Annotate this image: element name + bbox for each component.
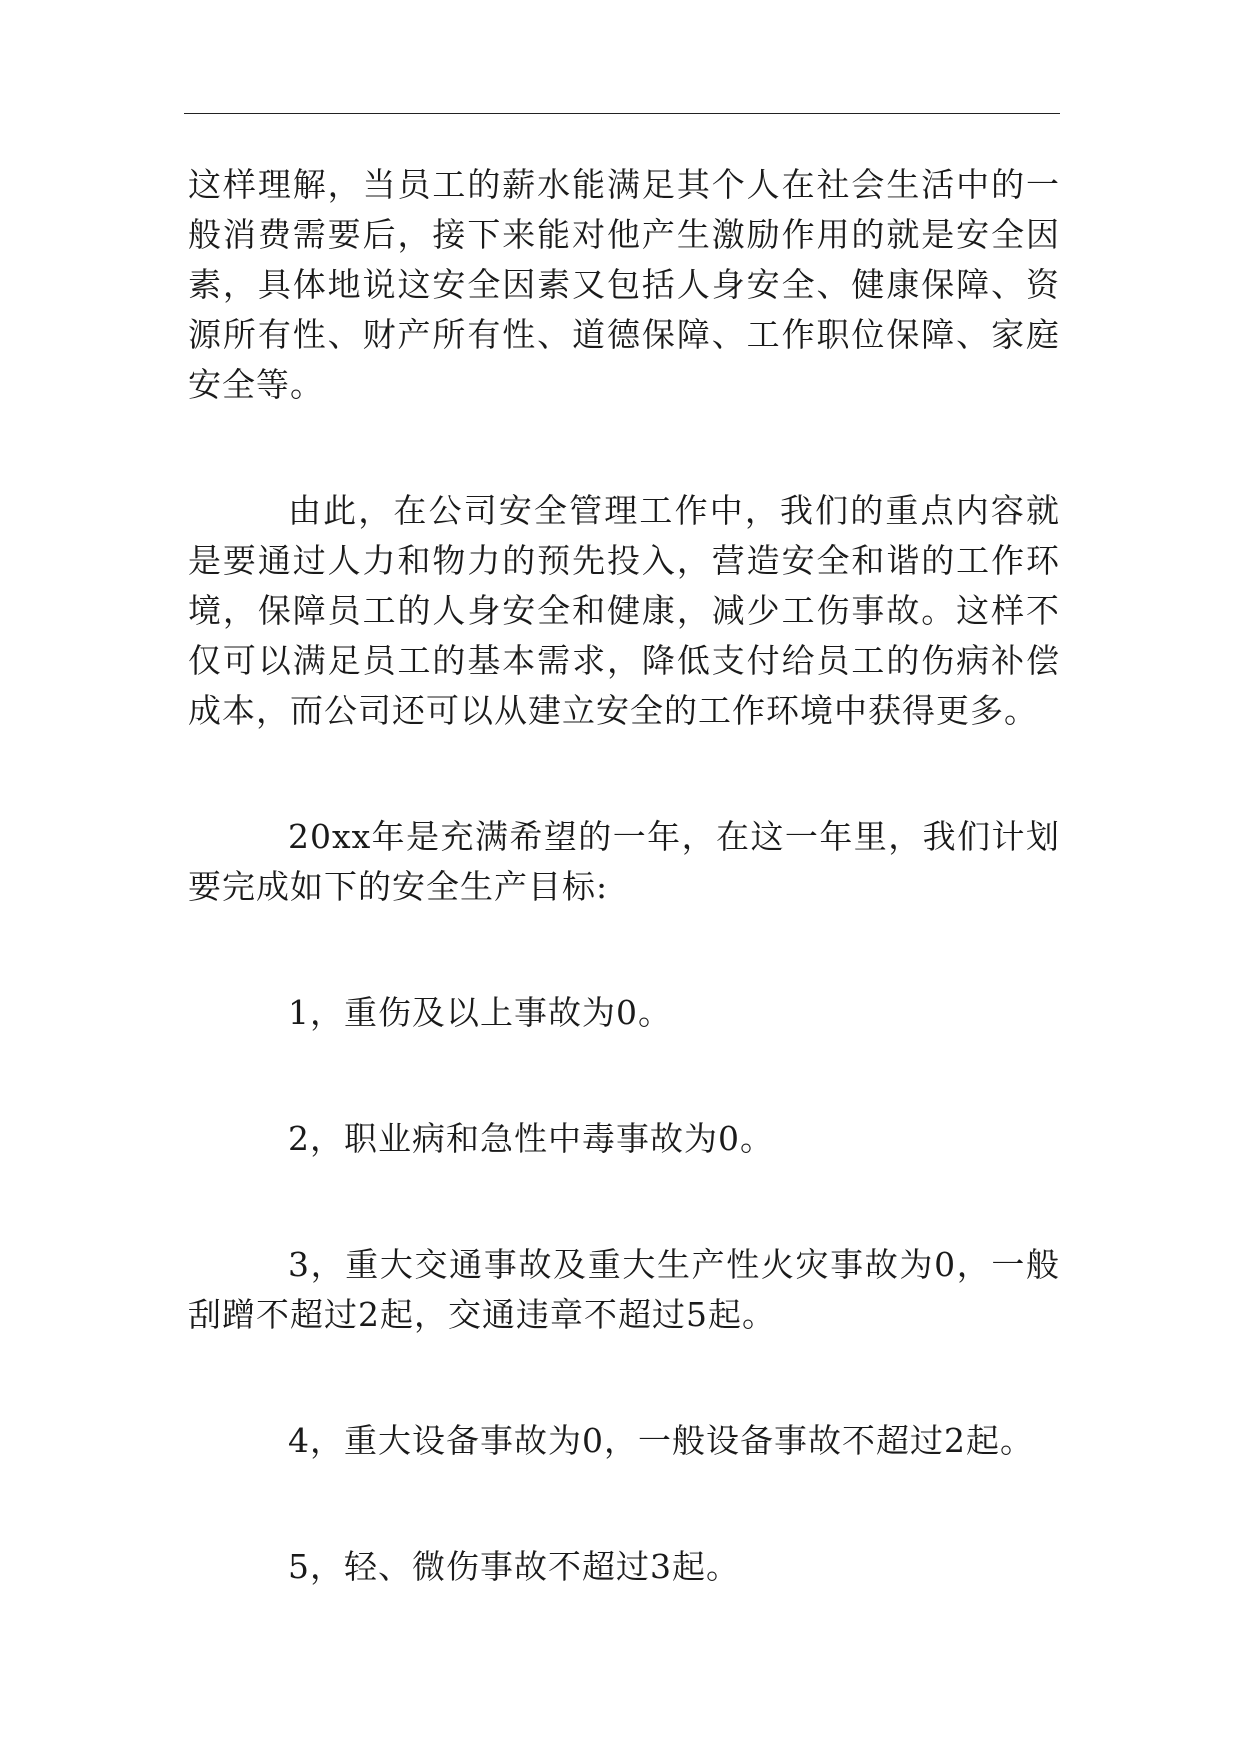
goal-item-1: 1，重伤及以上事故为0。 — [288, 993, 672, 1032]
goal-item-2: 2，职业病和急性中毒事故为0。 — [288, 1119, 774, 1158]
paragraph-yearly-goals-intro: 20xx年是充满希望的一年，在这一年里，我们计划要完成如下的安全生产目标: — [188, 817, 1060, 906]
paragraph-salary-safety: 这样理解，当员工的薪水能满足其个人在社会生活中的一般消费需要后，接下来能对他产生激励作用的就是安全因素，具体地说这安全因素又包括人身安全、健康保障、资源所有性、财产所有性、道德保障、工作职位保障、家庭安全等。 — [188, 165, 1060, 404]
paragraph-safety-management: 由此，在公司安全管理工作中，我们的重点内容就是要通过人力和物力的预先投入，营造安全和谐的工作环境，保障员工的人身安全和健康，减少工伤事故。这样不仅可以满足员工的基本需求，降低支付给员工的伤病补偿成本，而公司还可以从建立安全的工作环境中获得更多。 — [188, 491, 1060, 730]
header-rule — [184, 113, 1060, 114]
goal-item-3: 3，重大交通事故及重大生产性火灾事故为0，一般刮蹭不超过2起，交通违章不超过5起。 — [188, 1245, 1060, 1334]
goal-item-5: 5，轻、微伤事故不超过3起。 — [288, 1547, 740, 1586]
document-body — [188, 160, 1060, 1592]
goal-item-4: 4，重大设备事故为0，一般设备事故不超过2起。 — [288, 1421, 1034, 1460]
